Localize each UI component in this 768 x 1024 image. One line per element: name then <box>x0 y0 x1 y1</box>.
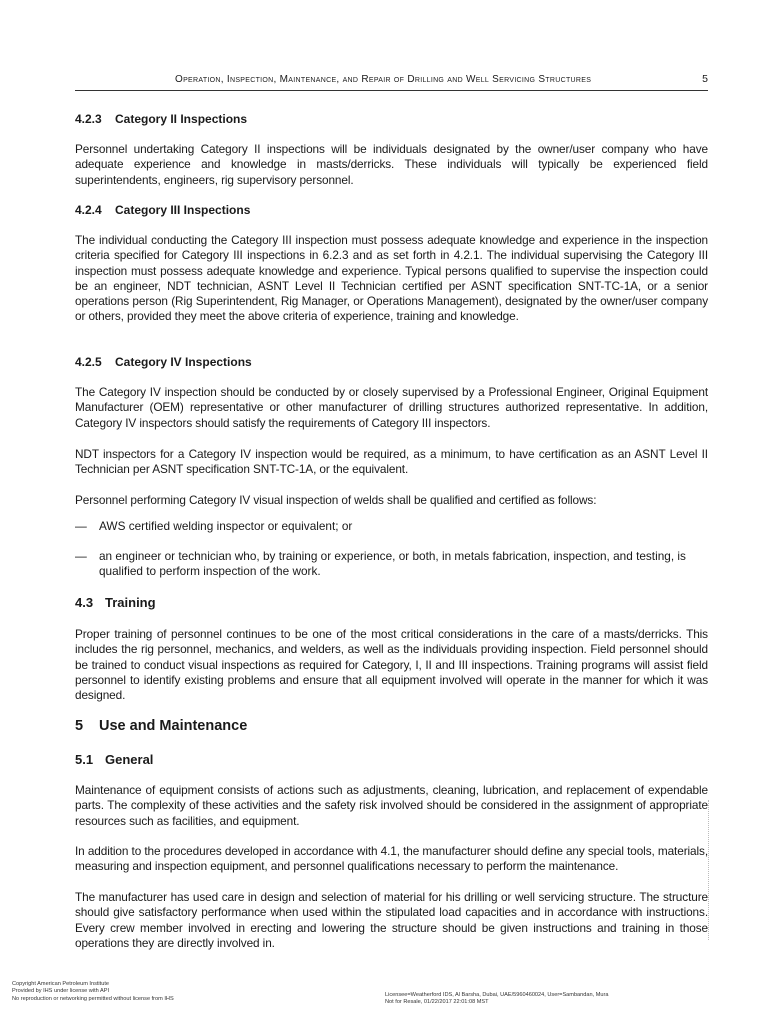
heading-text: Use and Maintenance <box>99 718 248 734</box>
heading-text: Training <box>105 595 156 610</box>
heading-text: Category III Inspections <box>115 203 251 217</box>
paragraph: Proper training of personnel continues to be one of the most critical considerations in the care of a masts/derricks. This includes the rig personnel, mechanics, and welders, as well as the individuals providing inspection. Field personnel should be trained to conduct visual inspections as required for Category, I, II and III inspections. Training programs will assist field personnel to identify existing problems and ensure that all equipment involved will operate in the manner for which it was designed. <box>75 627 708 703</box>
heading-number: 5.1 <box>75 752 94 767</box>
heading-4-2-3 <box>75 112 708 126</box>
heading-number: 4.2.3 <box>75 112 102 126</box>
paragraph: Personnel performing Category IV visual inspection of welds shall be qualified and certified as follows: <box>75 493 597 507</box>
paragraph: The Category IV inspection should be conducted by or closely supervised by a Professional Engineer, Original Equipment Manufacturer (OEM) representative or other manufacturer of drilling structures authorized representative. In addition, Category IV inspectors should satisfy the requirements of Category III inspectors. <box>75 385 708 430</box>
paragraph: Personnel undertaking Category II inspections will be individuals designated by the owner/user company who have adequate experience and knowledge in masts/derricks. These individuals will typically be experienced field superintendents, engineers, rig supervisory personnel. <box>75 142 708 187</box>
list-item-text: an engineer or technician who, by training or experience, or both, in metals fabrication, inspection, and testing, is qualified to perform inspection of the work. <box>99 549 686 579</box>
heading-number: 4.3 <box>75 595 94 610</box>
list-item <box>75 549 708 581</box>
heading-5 <box>75 718 708 734</box>
footer-line: Provided by IHS under license with API <box>12 988 110 995</box>
heading-4-3 <box>75 595 708 610</box>
paragraph: The manufacturer has used care in design and selection of material for his drilling or well servicing structure. The structure should give satisfactory performance when used within the stipulated load capacities and in accordance with instructions. Every crew member involved in erecting and lowering the structure should be given instructions and training in those operations they are directly involved in. <box>75 890 708 950</box>
list-item <box>75 519 708 535</box>
margin-dotted-line <box>708 800 713 940</box>
heading-4-2-5 <box>75 355 708 369</box>
heading-text: Category IV Inspections <box>115 355 252 369</box>
footer-license <box>385 992 608 1007</box>
footer-line: Copyright American Petroleum Institute <box>12 981 110 987</box>
dash-bullet: — <box>75 549 87 563</box>
footer-line: Licensee=Weatherford IDS, Al Barsha, Dubai, UAE/5960460024, User=Sambandan, Mura <box>385 992 609 998</box>
running-header <box>75 72 708 91</box>
heading-number: 4.2.5 <box>75 355 102 369</box>
page-number: 5 <box>702 73 708 85</box>
list-item-text: AWS certified welding inspector or equivalent; or <box>99 519 353 533</box>
heading-number: 4.2.4 <box>75 203 102 217</box>
paragraph: NDT inspectors for a Category IV inspection would be required, as a minimum, to have certification as an ASNT Level II Technician per ASNT specification SNT-TC-1A, or the equivalent. <box>75 447 708 477</box>
paragraph: Maintenance of equipment consists of actions such as adjustments, cleaning, lubrication, and replacement of expendable parts. The complexity of these activities and the safety risk involved should be considered in the assignment of appropriate resources such as facilities, and equipment. <box>75 783 708 828</box>
heading-text: General <box>105 752 154 767</box>
dash-bullet: — <box>75 519 87 533</box>
heading-number: 5 <box>75 718 84 734</box>
paragraph: In addition to the procedures developed in accordance with 4.1, the manufacturer should define any special tools, materials, measuring and inspection equipment, and personnel qualifications necessary to perform the maintenance. <box>75 844 708 874</box>
heading-5-1 <box>75 752 708 767</box>
footer-line: No reproduction or networking permitted without license from IHS <box>12 995 174 1002</box>
paragraph: The individual conducting the Category III inspection must possess adequate knowledge and experience in the inspection criteria specified for Category III inspections in 6.2.3 and as set forth in 4.2.1. The individual supervising the Category III inspection must possess adequate knowledge and experience. Typical persons qualified to supervise the inspection could be an engineer, NDT technician, ASNT Level II Technician certified per ASNT specification SNT-TC-1A, or a senior operations person (Rig Superintendent, Rig Manager, or Operations Management), designated by the owner/user company or others, provided they meet the above criteria of experience, training and knowledge. <box>75 233 708 324</box>
heading-4-2-4 <box>75 203 708 217</box>
header-title: Operation, Inspection, Maintenance, and Repair of Drilling and Well Servicing Structures <box>175 74 592 85</box>
footer-line: Not for Resale, 01/22/2017 22:01:08 MST <box>385 999 489 1006</box>
heading-text: Category II Inspections <box>115 112 248 126</box>
footer-copyright <box>12 981 174 1003</box>
